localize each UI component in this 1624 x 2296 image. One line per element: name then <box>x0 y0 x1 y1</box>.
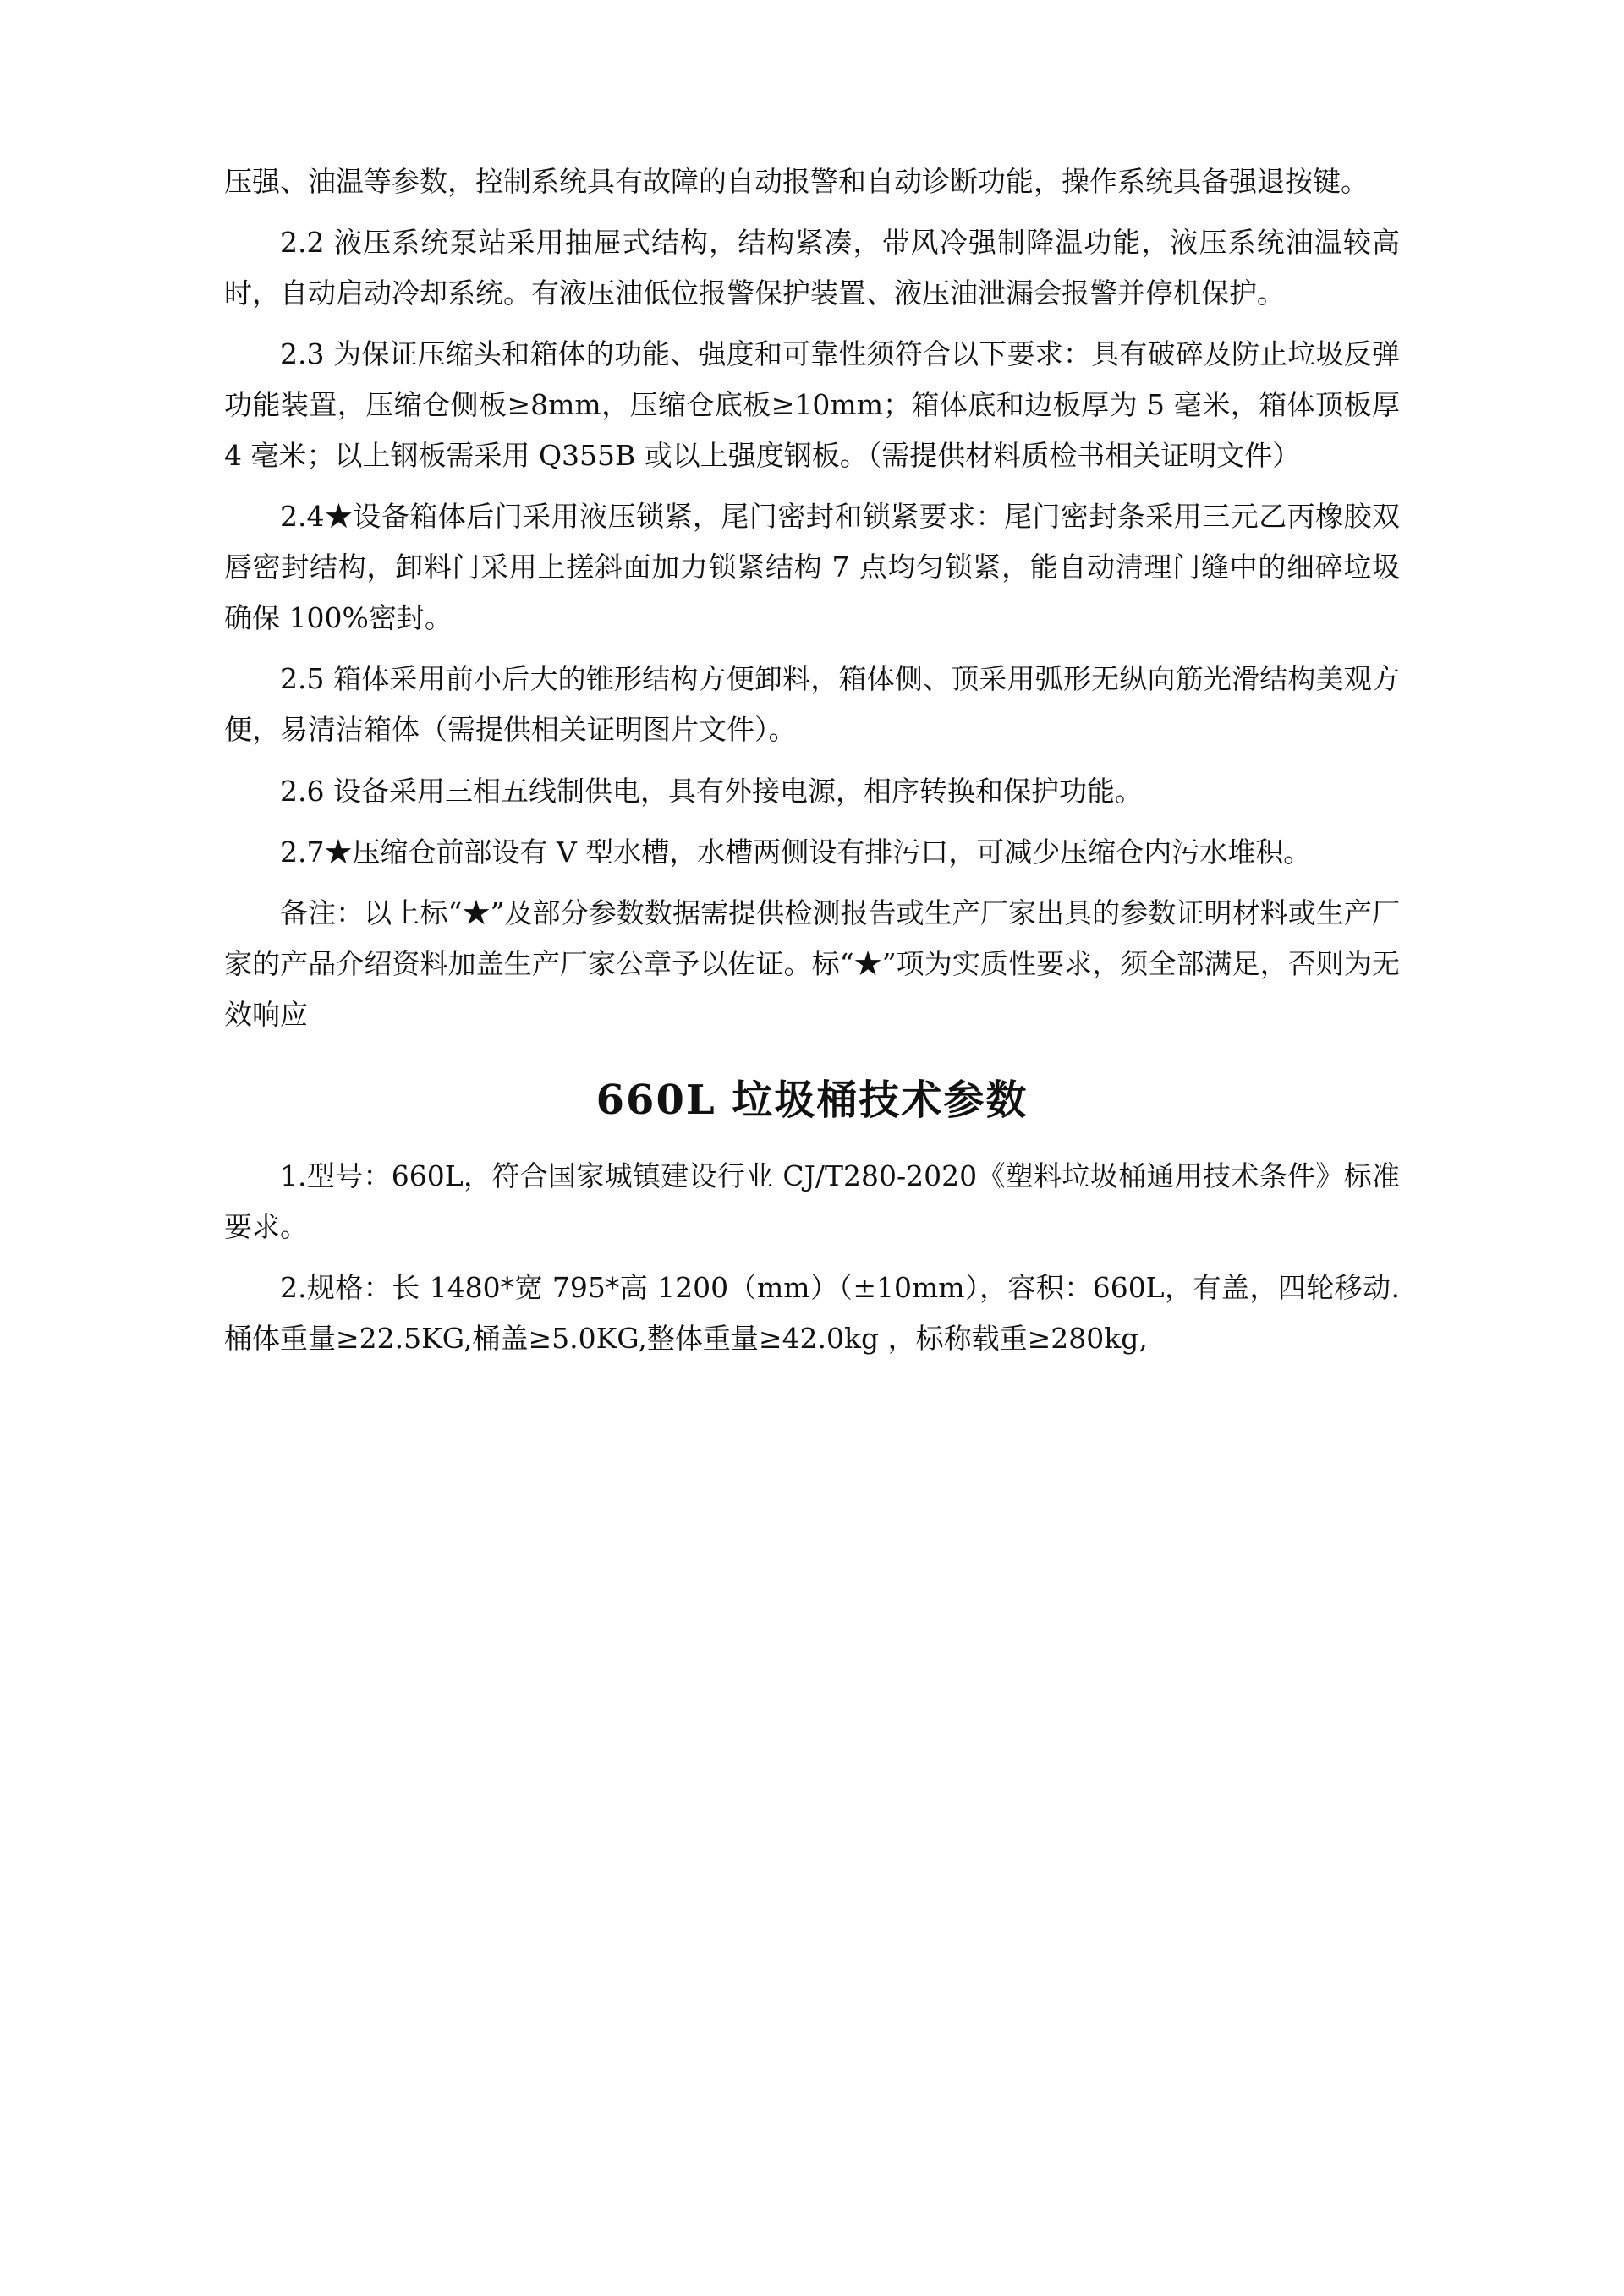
paragraph-2-4: 2.4★设备箱体后门采用液压锁紧，尾门密封和锁紧要求：尾门密封条采用三元乙丙橡胶双唇密封结构，卸料门采用上搓斜面加力锁紧结构 7 点均匀锁紧，能自动清理门缝中的细碎垃圾确保 100%密封。 <box>224 500 1400 635</box>
paragraph-continued: 压强、油温等参数，控制系统具有故障的自动报警和自动诊断功能，操作系统具备强退按键。 <box>224 165 1369 198</box>
paragraph-spec-dimensions: 2.规格：长 1480*宽 795*高 1200（mm）（±10mm），容积：660L，有盖，四轮移动.桶体重量≥22.5KG,桶盖≥5.0KG,整体重量≥42.0kg ，标称载重≥280kg, <box>224 1271 1400 1356</box>
paragraph-2-2: 2.2 液压系统泵站采用抽屉式结构，结构紧凑，带风冷强制降温功能，液压系统油温较高时，自动启动冷却系统。有液压油低位报警保护装置、液压油泄漏会报警并停机保护。 <box>224 226 1400 310</box>
section-heading: 660L 垃圾桶技术参数 <box>595 1076 1029 1124</box>
paragraph-spec-model: 1.型号：660L，符合国家城镇建设行业 CJ/T280-2020《塑料垃圾桶通用技术条件》标准要求。 <box>224 1159 1400 1243</box>
paragraph-2-5: 2.5 箱体采用前小后大的锥形结构方便卸料，箱体侧、顶采用弧形无纵向筋光滑结构美观方便，易清洁箱体（需提供相关证明图片文件）。 <box>224 662 1400 747</box>
paragraph-2-7: 2.7★压缩仓前部设有 V 型水槽，水槽两侧设有排污口，可减少压缩仓内污水堆积。 <box>280 835 1312 869</box>
paragraph-2-3: 2.3 为保证压缩头和箱体的功能、强度和可靠性须符合以下要求：具有破碎及防止垃圾反弹功能装置，压缩仓侧板≥8mm，压缩仓底板≥10mm；箱体底和边板厚为 5 毫米，箱体顶板厚 4 毫米；以上钢板需采用 Q355B 或以上强度钢板。（需提供材料质检书相关证明文件） <box>224 337 1400 473</box>
paragraph-remark: 备注：以上标“★”及部分参数数据需提供检测报告或生产厂家出具的参数证明材料或生产厂家的产品介绍资料加盖生产厂家公章予以佐证。标“★”项为实质性要求，须全部满足，否则为无效响应 <box>224 896 1400 1031</box>
paragraph-2-6: 2.6 设备采用三相五线制供电，具有外接电源，相序转换和保护功能。 <box>280 774 1143 808</box>
document-body <box>224 156 1400 1364</box>
